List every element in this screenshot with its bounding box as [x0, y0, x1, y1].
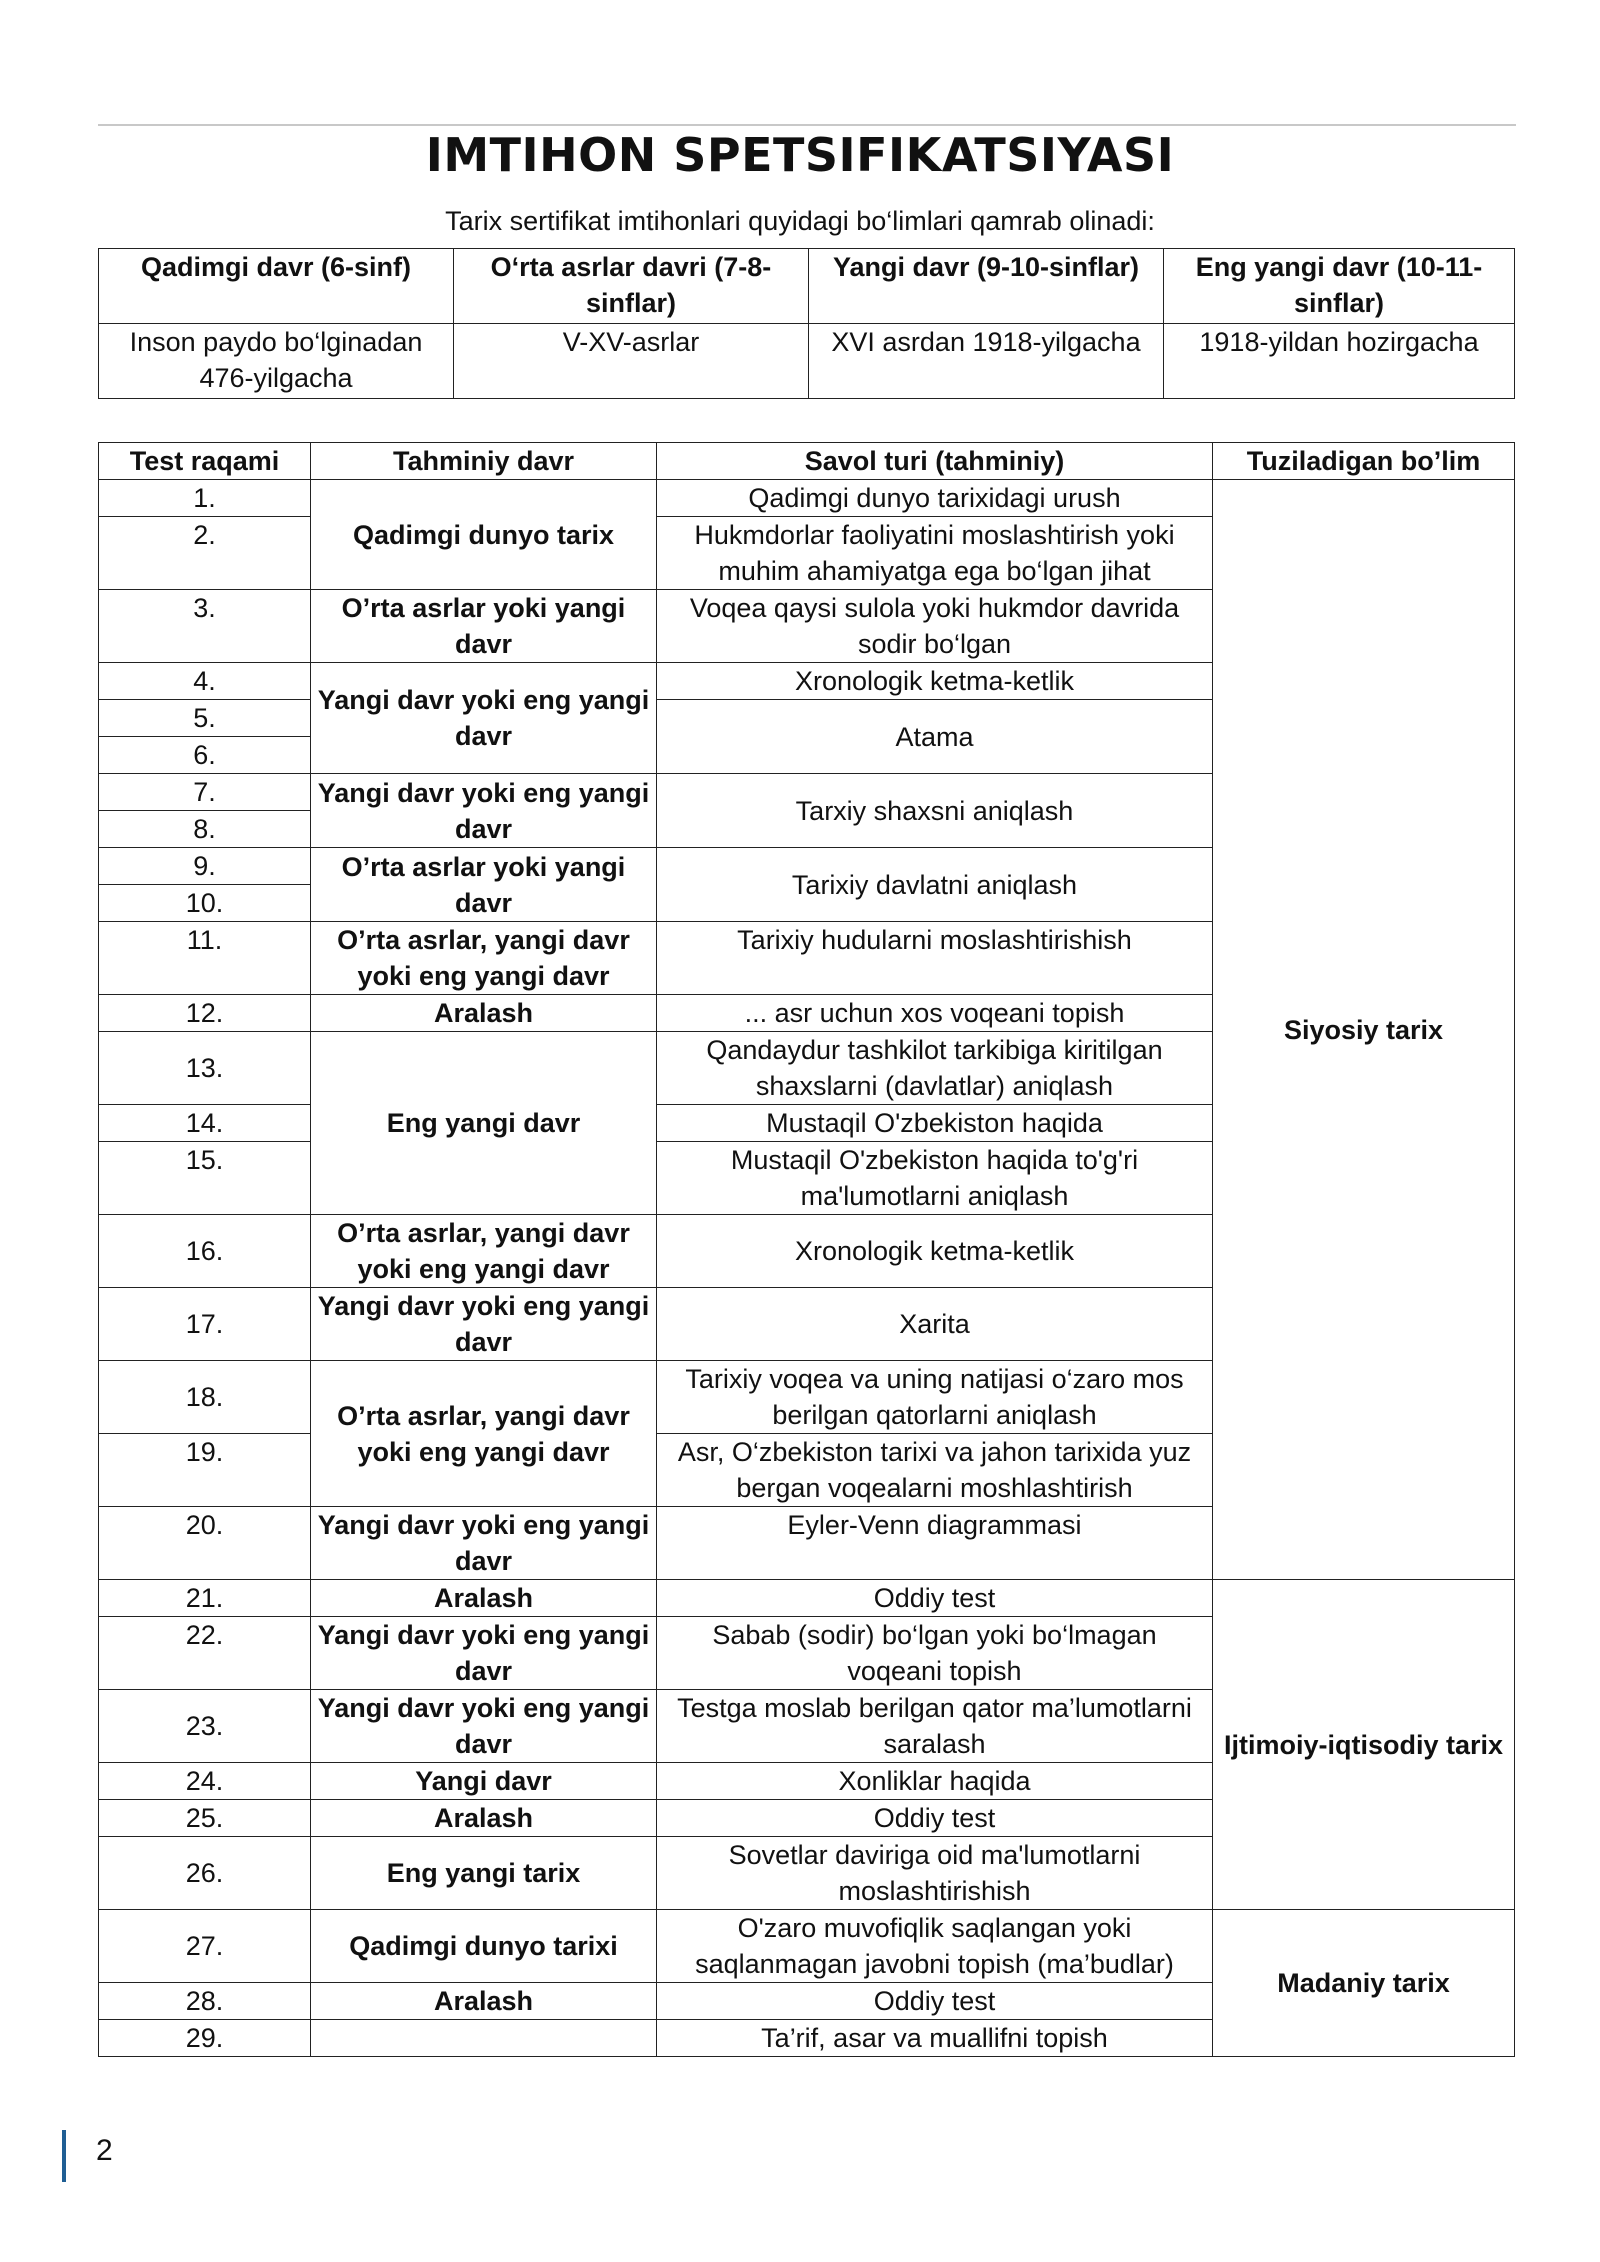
periods-header-row [99, 249, 1515, 324]
period-cell: Aralash [311, 995, 657, 1032]
page-title: IMTIHON SPETSIFIKATSIYASI [425, 128, 1175, 182]
spec-header-row [99, 443, 1515, 480]
question-type-cell: Xronologik ketma-ketlik [657, 1215, 1213, 1288]
question-type-cell: O'zaro muvofiqlik saqlangan yoki saqlanmagan javobni topish (ma’budlar) [657, 1910, 1213, 1983]
test-number: 27. [99, 1910, 311, 1983]
test-number: 26. [99, 1837, 311, 1910]
test-number: 1. [99, 480, 311, 517]
test-number: 18. [99, 1361, 311, 1434]
question-type-cell: Sovetlar daviriga oid ma'lumotlarni moslashtirishish [657, 1837, 1213, 1910]
period-cell: Qadimgi dunyo tarixi [311, 1910, 657, 1983]
period-cell: O’rta asrlar, yangi davr yoki eng yangi davr [311, 1361, 657, 1507]
header-section: Tuziladigan bo’lim [1213, 443, 1515, 480]
test-number: 28. [99, 1983, 311, 2020]
test-number: 3. [99, 590, 311, 663]
test-number: 11. [99, 922, 311, 995]
table-row [99, 1580, 1515, 1617]
section-cell: Madaniy tarix [1213, 1910, 1515, 2057]
question-type-cell: Xronologik ketma-ketlik [657, 663, 1213, 700]
question-type-cell: Mustaqil O'zbekiston haqida [657, 1105, 1213, 1142]
test-number: 20. [99, 1507, 311, 1580]
table-row [99, 480, 1515, 517]
header-period: Tahminiy davr [311, 443, 657, 480]
period-cell: Qadimgi dunyo tarix [311, 480, 657, 590]
test-number: 14. [99, 1105, 311, 1142]
page-number-bar [62, 2130, 66, 2182]
period-range: XVI asrdan 1918-yilgacha [809, 324, 1164, 399]
test-number: 24. [99, 1763, 311, 1800]
section-cell: Siyosiy tarix [1213, 480, 1515, 1580]
period-cell: Eng yangi davr [311, 1032, 657, 1215]
header-question-type: Savol turi (tahminiy) [657, 443, 1213, 480]
header-rule [98, 124, 1516, 126]
test-number: 10. [99, 885, 311, 922]
test-number: 5. [99, 700, 311, 737]
test-number: 15. [99, 1142, 311, 1215]
periods-value-row [99, 324, 1515, 399]
question-type-cell: Xonliklar haqida [657, 1763, 1213, 1800]
page-subtitle: Tarix sertifikat imtihonlari quyidagi bo‘limlari qamrab olinadi: [445, 206, 1155, 236]
question-type-cell: ... asr uchun xos voqeani topish [657, 995, 1213, 1032]
test-number: 19. [99, 1434, 311, 1507]
period-range: Inson paydo bo‘lginadan 476-yilgacha [99, 324, 454, 399]
period-cell: O’rta asrlar yoki yangi davr [311, 590, 657, 663]
period-cell: O’rta asrlar, yangi davr yoki eng yangi davr [311, 1215, 657, 1288]
test-number: 25. [99, 1800, 311, 1837]
test-number: 17. [99, 1288, 311, 1361]
test-number: 16. [99, 1215, 311, 1288]
question-type-cell: Oddiy test [657, 1983, 1213, 2020]
question-type-cell: Oddiy test [657, 1800, 1213, 1837]
period-header: Eng yangi davr (10-11-sinflar) [1164, 249, 1515, 324]
period-cell [311, 2020, 657, 2057]
period-cell: O’rta asrlar yoki yangi davr [311, 848, 657, 922]
question-type-cell: Qandaydur tashkilot tarkibiga kiritilgan shaxslarni (davlatlar) aniqlash [657, 1032, 1213, 1105]
question-type-cell: Tarixiy hudularni moslashtirishish [657, 922, 1213, 995]
period-cell: Eng yangi tarix [311, 1837, 657, 1910]
question-type-cell: Tarixiy voqea va uning natijasi o‘zaro mos berilgan qatorlarni aniqlash [657, 1361, 1213, 1434]
question-type-cell: Eyler-Venn diagrammasi [657, 1507, 1213, 1580]
question-type-cell: Hukmdorlar faoliyatini moslashtirish yoki muhim ahamiyatga ega bo‘lgan jihat [657, 517, 1213, 590]
period-cell: Yangi davr yoki eng yangi davr [311, 1288, 657, 1361]
test-number: 6. [99, 737, 311, 774]
test-number: 7. [99, 774, 311, 811]
period-header: Yangi davr (9-10-sinflar) [809, 249, 1164, 324]
period-header: Qadimgi davr (6-sinf) [99, 249, 454, 324]
period-cell: Aralash [311, 1580, 657, 1617]
question-type-cell: Asr, O‘zbekiston tarixi va jahon tarixida yuz bergan voqealarni moshlashtirish [657, 1434, 1213, 1507]
question-type-cell: Oddiy test [657, 1580, 1213, 1617]
period-cell: Yangi davr yoki eng yangi davr [311, 1690, 657, 1763]
question-type-cell: Voqea qaysi sulola yoki hukmdor davrida sodir bo‘lgan [657, 590, 1213, 663]
test-number: 22. [99, 1617, 311, 1690]
test-number: 8. [99, 811, 311, 848]
section-cell: Ijtimoiy-iqtisodiy tarix [1213, 1580, 1515, 1910]
page-number: 2 [96, 2134, 113, 2167]
periods-table [98, 248, 1515, 399]
question-type-cell: Qadimgi dunyo tarixidagi urush [657, 480, 1213, 517]
question-type-cell: Testga moslab berilgan qator ma’lumotlarni saralash [657, 1690, 1213, 1763]
period-cell: Aralash [311, 1983, 657, 2020]
test-number: 9. [99, 848, 311, 885]
test-number: 2. [99, 517, 311, 590]
test-number: 29. [99, 2020, 311, 2057]
period-range: 1918-yildan hozirgacha [1164, 324, 1515, 399]
question-type-cell: Ta’rif, asar va muallifni topish [657, 2020, 1213, 2057]
period-header: O‘rta asrlar davri (7-8-sinflar) [454, 249, 809, 324]
question-type-cell: Tarixiy davlatni aniqlash [657, 848, 1213, 922]
test-number: 21. [99, 1580, 311, 1617]
question-type-cell: Atama [657, 700, 1213, 774]
test-number: 4. [99, 663, 311, 700]
question-type-cell: Tarxiy shaxsni aniqlash [657, 774, 1213, 848]
question-type-cell: Mustaqil O'zbekiston haqida to'g'ri ma'lumotlarni aniqlash [657, 1142, 1213, 1215]
period-cell: Yangi davr yoki eng yangi davr [311, 1507, 657, 1580]
test-number: 12. [99, 995, 311, 1032]
header-test-number: Test raqami [99, 443, 311, 480]
period-range: V-XV-asrlar [454, 324, 809, 399]
question-type-cell: Xarita [657, 1288, 1213, 1361]
period-cell: Yangi davr yoki eng yangi davr [311, 1617, 657, 1690]
period-cell: Aralash [311, 1800, 657, 1837]
test-number: 23. [99, 1690, 311, 1763]
period-cell: O’rta asrlar, yangi davr yoki eng yangi davr [311, 922, 657, 995]
period-cell: Yangi davr yoki eng yangi davr [311, 774, 657, 848]
test-number: 13. [99, 1032, 311, 1105]
specification-table [98, 442, 1515, 2057]
period-cell: Yangi davr yoki eng yangi davr [311, 663, 657, 774]
period-cell: Yangi davr [311, 1763, 657, 1800]
question-type-cell: Sabab (sodir) bo‘lgan yoki bo‘lmagan voqeani topish [657, 1617, 1213, 1690]
